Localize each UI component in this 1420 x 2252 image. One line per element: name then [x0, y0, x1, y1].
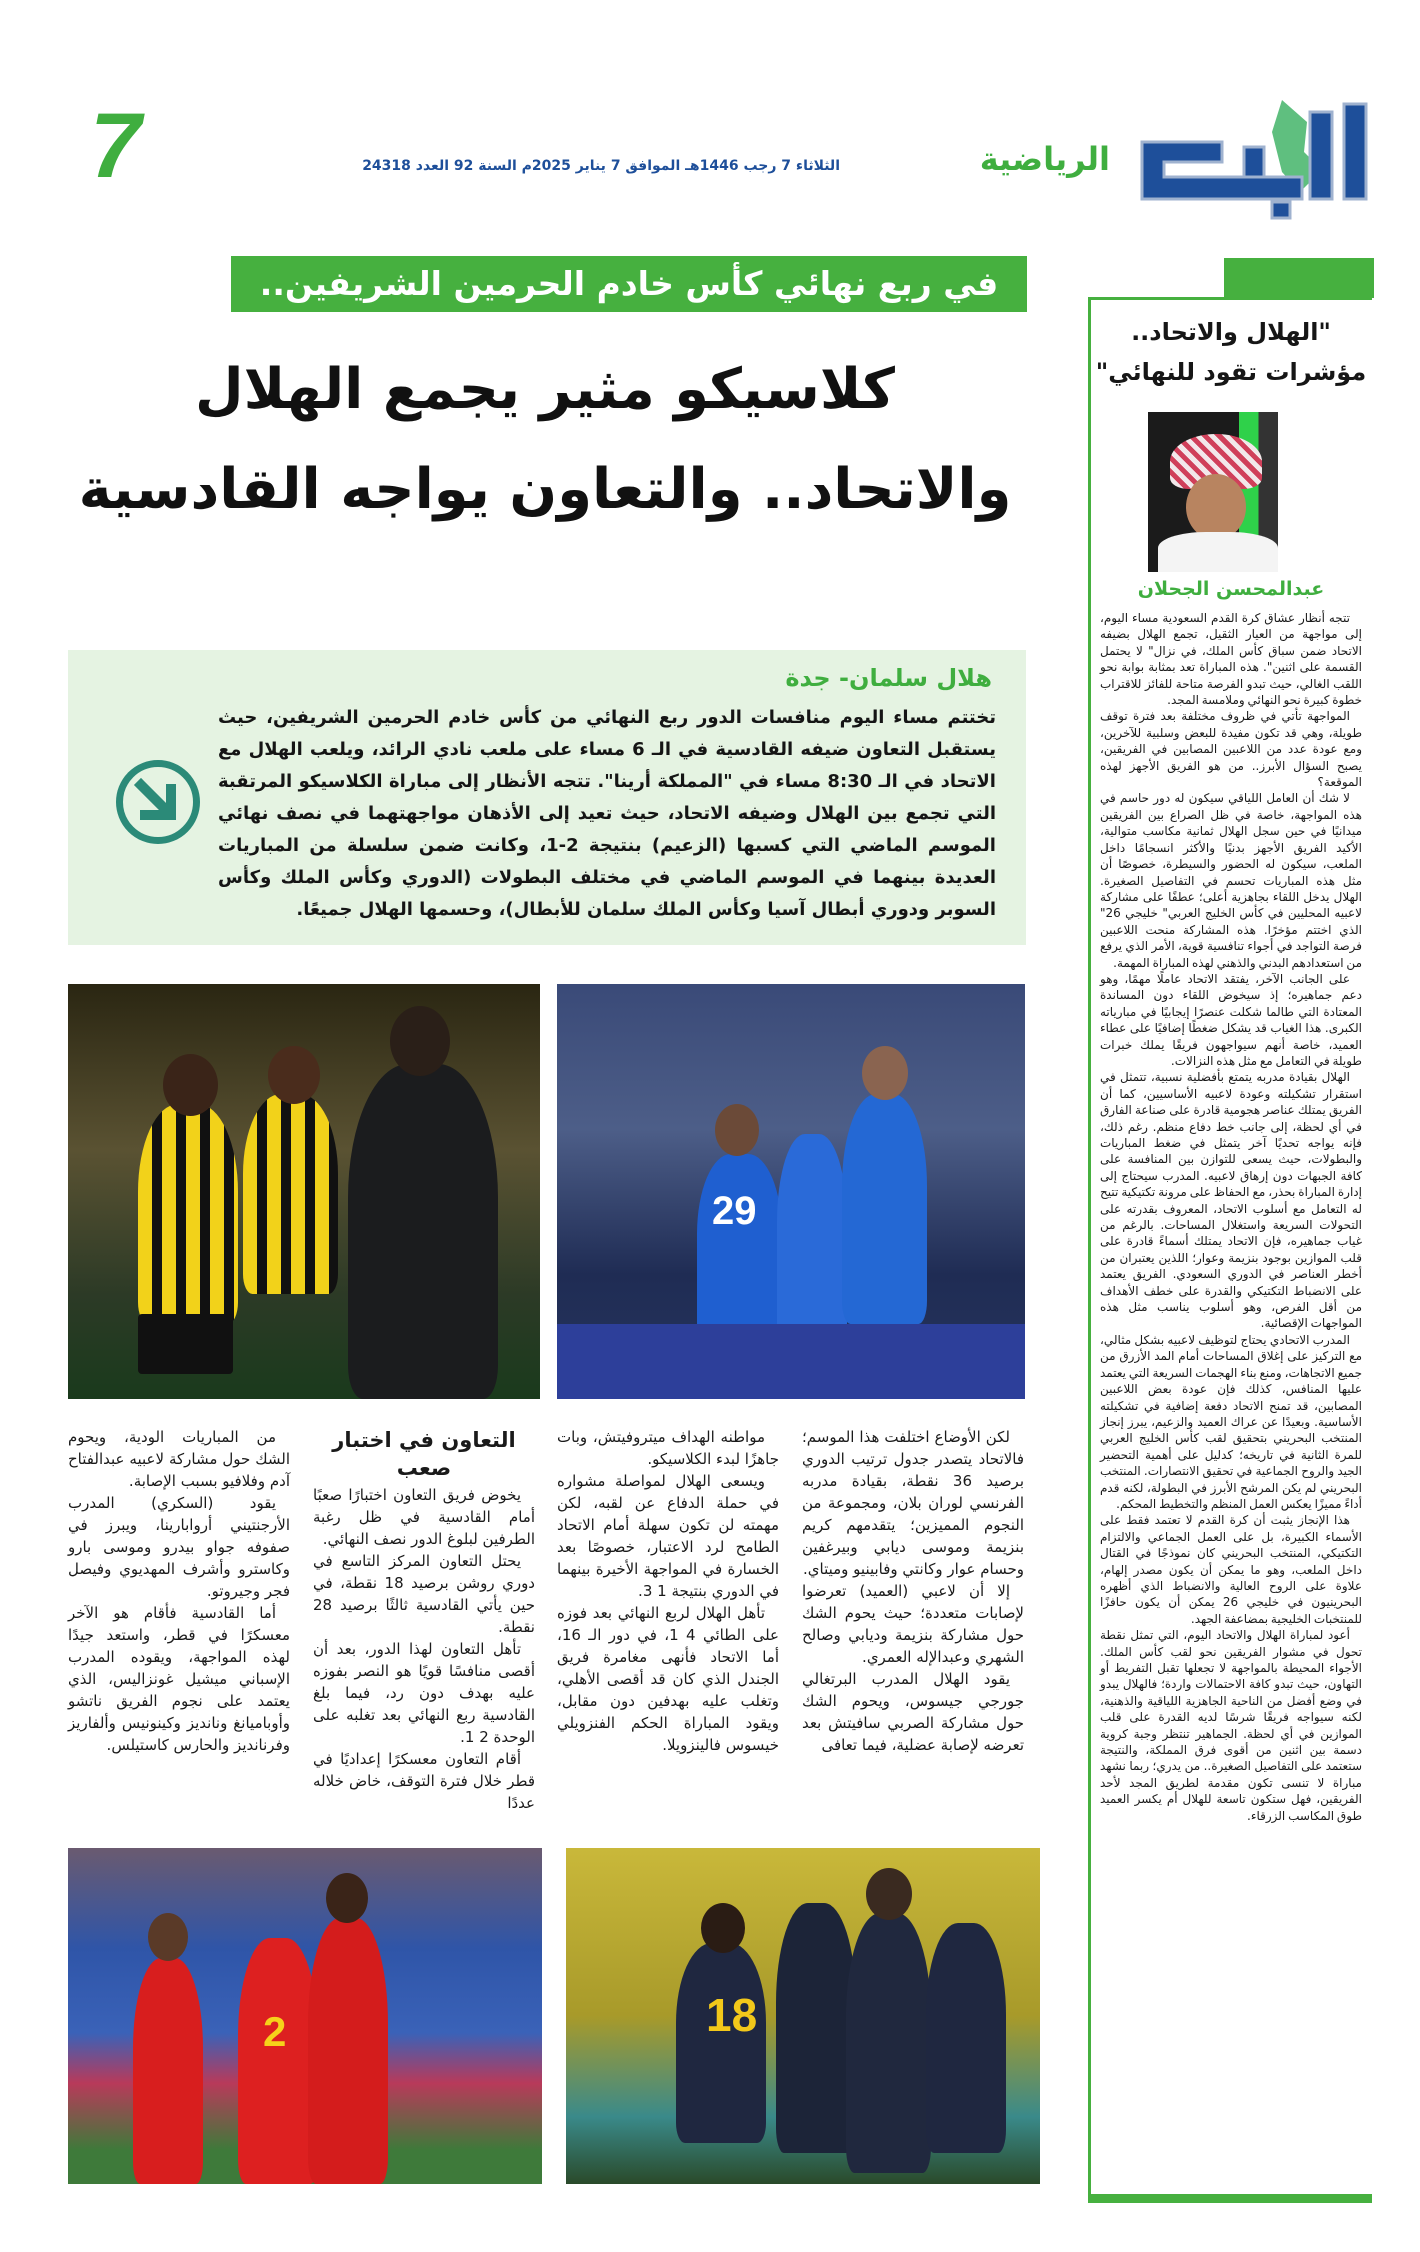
- headline-line-1: كلاسيكو مثير يجمع الهلال: [195, 357, 895, 422]
- page-number: 7: [90, 95, 142, 197]
- paragraph: يقود (السكري) المدرب الأرجنتيني أروابارينا، ويبرز في صفوفه جواو بيدرو وموسى بارو وكاسترو وأشرف المهديوي وفيصل فجر وجيروتو.: [68, 1494, 290, 1600]
- article-column-4: [68, 1426, 290, 1756]
- arrow-down-right-icon: [116, 760, 200, 844]
- paragraph: أقام التعاون معسكرًا إعداديًا في قطر خلال فترة التوقف، خاض خلاله عددًا: [313, 1750, 535, 1812]
- qadsiah-players-celebrating-photo: [68, 1848, 542, 2184]
- paragraph: من المباريات الودية، ويحوم الشك حول مشاركة لاعبيه عبدالفتاح آدم وفلافيو بسبب الإصابة.: [68, 1428, 290, 1490]
- paragraph: المدرب الاتحادي يحتاج لتوظيف لاعبيه بشكل مثالي، مع التركيز على إغلاق المساحات أمام المد الأزرق من جميع الاتجاهات، ومنع بناء الهجمات السريعة التي يعتمد عليها المنافس، كذلك فإن عودة بعض اللاعبين المصابين، قد تمنح الاتحاد دفعة إضافية في تشكيلته الأساسية. وبعيدًا عن عراك العميد والزعيم، يبرز إنجاز المنتخب البحريني بتحقيق لقب كأس الخليج العربي للمرة الثانية في تاريخه؛ كدليل على أهمية التحضير الجيد والروح الجماعية في تحقيق الانتصارات. المنتخب البحريني لم يكن المرشح الأبرز في البطولة، لكنه قدم أداءً مميزًا يعكس العمل المنظم والتخطيط المحكم.: [1100, 1332, 1362, 1511]
- paragraph: لا شك أن العامل اللياقي سيكون له دور حاسم في هذه المواجهة، خاصة في ظل الصراع بين الفريقين ميدانيًا في حين سجل الهلال ثمانية مكاسب متوالية، الأكيد الفريق الأجهز بدنيًا والأكثر انسجامًا داخل الملعب، سيكون له الحضور والسيطرة، خصوصًا أن مثل هذه المباريات تحسم في التفاصيل الصغيرة. الهلال يدخل اللقاء بجاهزية أعلى؛ عطفًا على مشاركة لاعبيه المحليين في كأس الخليج العربي" خليجي 26" الذي اختتم مؤخرًا. هذه المشاركة منحت اللاعبين فرصة التواجد في أجواء تنافسية قوية، الأمر الذي يرفع من استعدادهم البدني والذهني لهذه المباراة المهمة.: [1100, 791, 1362, 970]
- paragraph: لكن الأوضاع اختلفت هذا الموسم؛ فالاتحاد يتصدر جدول ترتيب الدوري برصيد 36 نقطة، بقيادة مدربه الفرنسي لوران بلان، ومجموعة من النجوم المميزين؛ يتقدمهم كريم بنزيمة وموسى ديابي وبيرغفين وحسام عوار وكانتي وفابينيو وميتاي.: [802, 1428, 1025, 1578]
- sidebar-accent: [1224, 258, 1374, 298]
- paragraph: أعود لمباراة الهلال والاتحاد اليوم، التي تمثل نقطة تحول في مشوار الفريقين نحو لقب كأس الملك. الأجواء المحيطة بالمواجهة لا تجعلها تقبل التفريط أو التهاون، حيث تبدو كافة الاحتمالات واردة؛ فالهلال يبدو في وضع أفضل من الناحية الجاهزية اللياقية والذهنية، لكنه سيواجه فريقًا شرسًا لديه القدرة على قلب الموازين في أي لحظة. الجماهير تنتظر وجبة كروية دسمة بين اثنين من أقوى فرق المملكة، والنتيجة ستعتمد على التفاصيل الصغيرة.. من يدري؛ ربما نشهد مباراة لا تنسى تكون مقدمة لطريق المجد لأحد الفريقين، فهل ستكون تاسعة للهلال أم يكسر العميد طوق المكاسب الزرقاء.: [1100, 1628, 1362, 1823]
- paragraph: على الجانب الآخر، يفتقد الاتحاد عاملًا مهمًا، وهو دعم جماهيره؛ إذ سيخوض اللقاء دون المساندة المعتادة التي طالما شكلت عنصرًا إيجابيًا في مبارياته الكبرى. هذا الغياب قد يشكل ضغطًا إضافيًا على عطاء العميد، خاصة أنهم سيواجهون فريقًا يملك خبرات طويلة في التعامل مع مثل هذه النزالات.: [1100, 971, 1362, 1068]
- paragraph: يقود الهلال المدرب البرتغالي جورجي جيسوس، ويحوم الشك حول مشاركة الصربي سافيتش بعد تعرضه لإصابة عضلية، فيما تعافى: [802, 1670, 1024, 1754]
- newspaper-logo: [1132, 92, 1374, 222]
- intro-text: تختتم مساء اليوم منافسات الدور ربع النهائي من كأس خادم الحرمين الشريفين، حيث يستقبل التعاون ضيفه القادسية في الـ 6 مساء على ملعب نادي الرائد، ويلعب الهلال مع الاتحاد في الـ 8:30 مساء في "المملكة أرينا". تتجه الأنظار إلى مباراة الكلاسيكو المرتقبة التي تجمع بين الهلال وضيفه الاتحاد، حيث تعيد إلى الأذهان مواجهتهما في نصف نهائي الموسم الماضي التي كسبها (الزعيم) بنتيجة 2-1، وكانت ضمن سلسلة من المباريات العديدة بينهما في الموسم الماضي في مختلف البطولات (الدوري وكأس الملك وكأس السوبر ودوري أبطال آسيا وكأس الملك سلمان للأبطال)، وحسمها الهلال جميعًا.: [218, 707, 996, 920]
- article-column-3: [313, 1426, 535, 1814]
- ittihad-players-celebrating-photo: [68, 984, 540, 1399]
- paragraph: المواجهة تأتي في ظروف مختلفة بعد فترة توقف طويلة، وهي قد تكون مفيدة للبعض وسلبية للآخرين، ومع عودة عدد من اللاعبين المصابين في الفريقين، يصبح السؤال الأبرز.. من هو الفريق الأجهز لهذه الموقعة؟: [1100, 709, 1362, 790]
- subheading: التعاون في اختبار صعب: [332, 1428, 516, 1480]
- paragraph: هذا الإنجاز يثبت أن كرة القدم لا تعتمد فقط على الأسماء الكبيرة، بل على العمل الجماعي والالتزام التكتيكي، المنتخب البحريني كان نموذجًا في القتال داخل الملعب، وهو ما يمكن أن يكون مصدر إلهام، علاوة على الروح العالية والانضباط الذي أظهره البحرينيون في خليجي 26 يمكن أن يكون حافزًا للمنتخبات الخليجية بمضاعفة الجهد.: [1100, 1513, 1363, 1626]
- jersey-number: 18: [706, 1989, 758, 2041]
- headline-line-2: والاتحاد.. والتعاون يواجه القادسية: [78, 457, 1012, 522]
- main-headline: [60, 340, 1030, 540]
- opinion-body: [1100, 610, 1362, 1824]
- dateline: الثلاثاء 7 رجب 1446هـ الموافق 7 يناير 2025م السنة 92 العدد 24318: [362, 158, 840, 174]
- hilal-players-celebrating-photo: [557, 984, 1025, 1399]
- author-photo: [1148, 412, 1278, 572]
- paragraph: تأهل الهلال لربع النهائي بعد فوزه على الطائي 4 1، في دور الـ 16، أما الاتحاد فأنهى مغامرة فريق الجندل الذي كان قد أقصى الأهلي، وتغلب عليه بهدفين دون مقابل، ويقود المباراة الحكم الفنزويلي خيسوس فالينزويلا.: [557, 1604, 779, 1754]
- paragraph: أما القادسية فأقام هو الآخر معسكرًا في قطر، واستعد جيدًا لهذه المواجهة، ويقوده المدرب الإسباني ميشيل غونزاليس، الذي يعتمد على نجوم الفريق ناتشو وأوباميانغ ونانديز وكينونيس وألفاريز وفرنانديز والحارس كاستيلس.: [68, 1604, 290, 1754]
- paragraph: مواطنه الهداف ميتروفيتش، وبات جاهزًا لبدء الكلاسيكو.: [557, 1428, 779, 1468]
- article-column-1: [802, 1426, 1024, 1756]
- author-name: عبدالمحسن الجحلان: [1137, 578, 1325, 600]
- paragraph: يحتل التعاون المركز التاسع في دوري روشن برصيد 18 نقطة، في حين يأتي القادسية ثالثًا برصيد 28 نقطة.: [313, 1552, 535, 1636]
- intro-box: [68, 650, 1026, 945]
- section-title: الرياضية: [979, 140, 1110, 178]
- kicker-banner: في ربع نهائي كأس خادم الحرمين الشريفين..: [231, 256, 1027, 312]
- jersey-number: 29: [712, 1189, 757, 1233]
- article-column-2: [557, 1426, 779, 1756]
- paragraph: تأهل التعاون لهذا الدور، بعد أن أقصى منافسًا قويًا هو النصر بفوزه عليه بهدف دون رد، فيما بلغ القادسية ربع النهائي بعد تغلبه على الوحدة 2 1.: [313, 1640, 535, 1746]
- jersey-number: 2: [263, 2008, 287, 2055]
- paragraph: تتجه أنظار عشاق كرة القدم السعودية مساء اليوم، إلى مواجهة من العيار الثقيل، تجمع الهلال بضيفه الاتحاد ضمن سباق كأس الملك، في نزال" لا يحتمل القسمة على اثنين". هذه المباراة تعد بمثابة بوابة نحو اللقب الغالي، حيث تبدو الفرصة متاحة للفائز للاقتراب خطوة كبيرة نحو النهائي وملامسة المجد.: [1100, 611, 1362, 708]
- paragraph: إلا أن لاعبي (العميد) تعرضوا لإصابات متعددة؛ حيث يحوم الشك حول مشاركة بنزيمة وديابي وصالح الشهري وعبدالإله العمري.: [802, 1582, 1024, 1666]
- paragraph: ويسعى الهلال لمواصلة مشواره في حملة الدفاع عن لقبه، لكن مهمته لن تكون سهلة أمام الاتحاد الطامح لرد الاعتبار، خصوصًا بعد الخسارة في المواجهة الأخيرة بينهما في الدوري بنتيجة 1 3.: [557, 1472, 779, 1600]
- paragraph: يخوض فريق التعاون اختبارًا صعبًا أمام القادسية في ظل رغبة الطرفين لبلوغ الدور نصف النهائي.: [313, 1486, 535, 1548]
- taawoun-players-celebrating-photo: [566, 1848, 1040, 2184]
- opinion-title: "الهلال والاتحاد.. مؤشرات تقود للنهائي": [1095, 318, 1367, 386]
- byline: هلال سلمان- جدة: [785, 664, 992, 692]
- paragraph: الهلال بقيادة مدربه يتمتع بأفضلية نسبية، تتمثل في استقرار تشكيلته وعودة لاعبيه الأساسيين، كما أن الفريق يمتلك عناصر هجومية قادرة على صناعة الفارق في أي لحظة، إلى جانب خط دفاع منظم. رغم ذلك، فإنه يواجه تحديًا آخر يتمثل في ضغط المباريات والبطولات، حيث يسعى للتوازن بين المنافسة على كافة الجبهات دون إرهاق لاعبيه. المدرب سيحتاج إلى إدارة المباراة بحذر، مع الحفاظ على مرونة تكتيكية تتيح له التعامل مع أسلوب الاتحاد، المعروف بقدرته على التحولات السريعة واستغلال المساحات. بالرغم من غياب جماهيره، فإن الاتحاد يمتلك أسماءً قادرة على قلب الموازين بوجود بنزيمة وعوار؛ اللذين يعتبران من أخطر العناصر في الدوري السعودي. الفريق يعتمد على الانضباط التكتيكي والقدرة على خطف الأهداف من أقل الفرص، وهو أسلوب يناسب مثل هذه المواجهات الإقصائية.: [1100, 1070, 1362, 1331]
